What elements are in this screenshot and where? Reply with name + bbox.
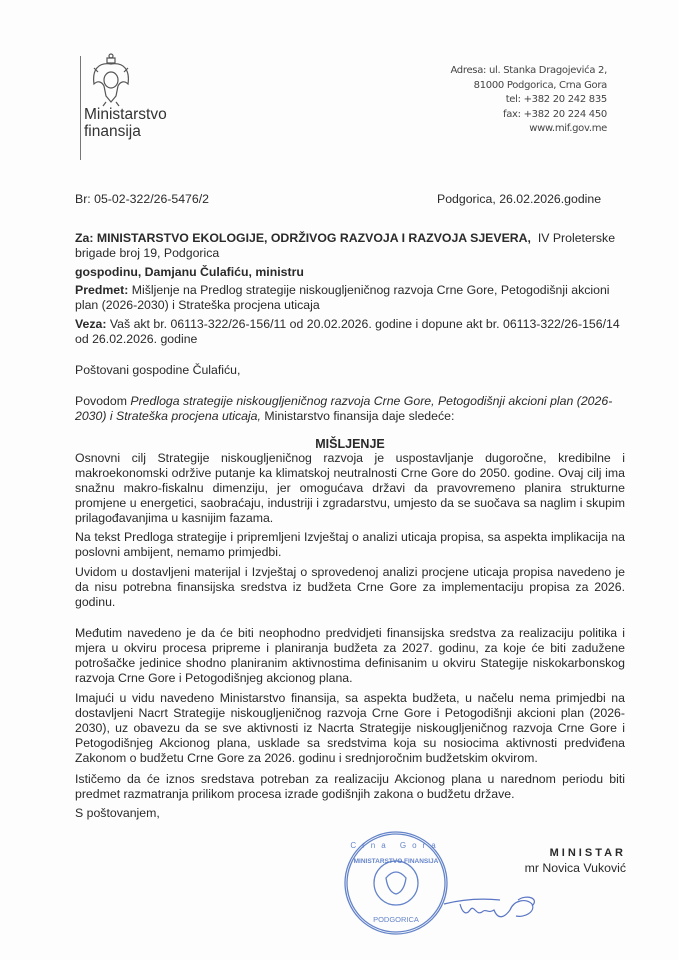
paragraph-1: Osnovni cilj Strategije niskougljeničnog razvoja je uspostavljanje dugoročne, kredibilne i makroekonomski održive putanje ka klimatskoj neutralnosti Crne Gore do 2050. godine. Ovaj cilj ima snažnu makro-fiskalnu dimenziju, jer omogućava državi da pravovremeno planira strukturne promjene u energetici, saobraćaju, industriji i zgradarstvu, umjesto da se suočava sa naglim i skupim prilagođavanjima u kasnijim fazama.: [75, 451, 625, 525]
recipient-address: IV Proleterske brigade broj 19, Podgorica: [75, 231, 616, 260]
ministry-name-line2: finansija: [84, 123, 141, 140]
link-text: Vaš akt br. 06113-322/26-156/11 od 20.02.2026. godine i dopune akt br. 06113-322/26-156/14 od 26.02.2026. godine: [75, 317, 620, 346]
recipient-person: [75, 265, 625, 280]
recipient-label: Za:: [75, 231, 94, 245]
recipient-org: MINISTARSTVO EKOLOGIJE, ODRŽIVOG RAZVOJA I RAZVOJA SJEVERA,: [96, 231, 531, 245]
address-website[interactable]: www.mif.gov.me: [529, 123, 607, 134]
coat-of-arms-logo: [88, 52, 134, 108]
address-street: Adresa: ul. Stanka Dragojevića 2,: [450, 65, 607, 76]
intro-pre: Povodom: [75, 394, 131, 408]
signatory-name: mr Novica Vuković: [524, 861, 626, 875]
address-city: 81000 Podgorica, Crna Gora: [473, 79, 607, 91]
paragraph-4: Međutim navedeno je da će biti neophodno predvidjeti finansijska sredstva za realizaciju politika i mjera u okviru procesa pripreme i planiranja budžeta za 2027. godinu, za koje će biti zadužene potrošačke jedinice shodno planiranim aktivnostima definisanim u okviru Stategije niskokarbonskog razvoja Crne Gore i Petogodišnjeg akcionog plana.: [75, 626, 625, 685]
recipient-person-text: gospodinu, Damjanu Čulafiću, ministru: [75, 265, 304, 279]
address-block: [450, 64, 607, 137]
opinion-heading: MIŠLJENJE: [315, 437, 385, 451]
signature-block: [520, 846, 626, 876]
subject-text: Mišljenje na Predlog strategije niskougljeničnog razvoja Crne Gore, Petogodišnji akcioni plan (2026-2030) i Strateška procjena uticaja: [75, 283, 610, 312]
closing: S poštovanjem,: [75, 806, 160, 820]
svg-text:PODGORICA: PODGORICA: [373, 915, 419, 924]
reference-link: [75, 317, 625, 347]
subject: [75, 283, 625, 313]
subject-label: Predmet:: [75, 283, 129, 297]
recipient: [75, 231, 625, 261]
signatory-title: MINISTAR: [549, 847, 626, 859]
intro-post: Ministarstvo finansija daje sledeće:: [260, 409, 455, 423]
paragraph-3: Uvidom u dostavljeni materijal i Izvještaj o sprovedenoj analizi procjene uticaja propisa navedeno je da nisu potrebna finansijska sredstva iz budžeta Crne Gore za implementaciju propisa za 2026. godinu.: [75, 565, 625, 609]
address-fax: fax: +382 20 224 450: [502, 108, 607, 120]
intro-italic: Predloga strategije niskougljeničnog razvoja Crne Gore, Petogodišnji akcioni plan (2026-2030) i Strateška procjena uticaja,: [75, 394, 613, 423]
reference-number: Br: 05-02-322/26-5476/2: [75, 192, 209, 206]
link-label: Veza:: [75, 317, 107, 331]
paragraph-5: Imajući u vidu navedeno Ministarstvo finansija, sa aspekta budžeta, u načelu nema primjedbi na dostavljeni Nacrt Strategije niskougljeničnog razvoja Crne Gore i Petogodišnji akcioni plan (2026-2030), uz obavezu da se sve aktivnosti iz Nacrta Strategije niskougljeničnog razvoja Crne Gore i Petogodišnjeg Akcionog plana, usklade sa sredstvima koja su nosiocima aktivnosti predviđena Zakonom o budžetu Crne Gore za 2026. godinu i srednjoročnim budžetskim okvirom.: [75, 691, 625, 765]
svg-text:MINISTARSTVO FINANSIJA: MINISTARSTVO FINANSIJA: [353, 858, 439, 865]
handwritten-signature: [440, 890, 550, 930]
salutation: Poštovani gospodine Čulafiću,: [75, 363, 241, 377]
official-stamp: [343, 830, 449, 936]
place-date: Podgorica, 26.02.2026.godine: [437, 192, 602, 206]
paragraph-2: Na tekst Predloga strategije i pripremljeni Izvještaj o analizi uticaja propisa, sa aspekta implikacija na poslovni ambijent, nemamo primjedbi.: [75, 530, 625, 559]
letterhead-divider: [80, 56, 81, 160]
paragraph-6: Ističemo da će iznos sredstava potreban za realizaciju Akcionog plana u narednom periodu biti predmet razmatranja prilikom procesa izrade godišnjih zakona o budžetu države.: [75, 772, 625, 801]
ministry-name-line1: Ministarstvo: [84, 106, 167, 123]
svg-text:Crna Gora: Crna Gora: [350, 841, 442, 850]
address-tel: tel: +382 20 242 835: [505, 94, 607, 105]
ministry-name: [84, 106, 167, 140]
intro-paragraph: [75, 394, 625, 424]
